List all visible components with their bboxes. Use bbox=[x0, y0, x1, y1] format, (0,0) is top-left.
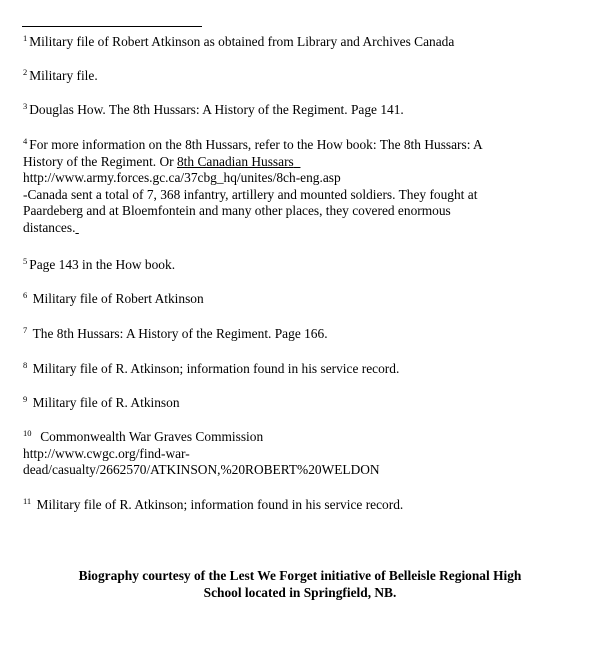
footnote-number: 3 bbox=[23, 101, 28, 111]
footnote-text: History of the Regiment. Or bbox=[23, 153, 174, 169]
footnote-text: Page 143 in the How book. bbox=[29, 257, 176, 272]
footnote-number: 9 bbox=[23, 394, 28, 404]
footnote-number: 10 bbox=[23, 428, 32, 438]
biography-credit bbox=[0, 567, 600, 601]
footnote-11 bbox=[23, 497, 578, 514]
footnote-text: The 8th Hussars: A History of the Regiment. Page 166. bbox=[32, 326, 328, 341]
footnote-5 bbox=[23, 257, 578, 274]
footnote-number: 11 bbox=[23, 496, 32, 506]
trailing-underline bbox=[75, 220, 78, 235]
footnote-number: 2 bbox=[23, 67, 28, 77]
footnote-url: http://www.cwgc.org/find-war- bbox=[23, 445, 190, 461]
footnote-text: Commonwealth War Graves Commission bbox=[40, 429, 264, 444]
footnote-9 bbox=[23, 395, 578, 412]
footnote-text: Military file of Robert Atkinson bbox=[32, 291, 204, 306]
footnote-6 bbox=[23, 291, 578, 308]
footnote-number: 7 bbox=[23, 325, 28, 335]
hussars-link[interactable]: 8th Canadian Hussars bbox=[176, 153, 294, 169]
footnote-url: dead/casualty/2662570/ATKINSON,%20ROBERT%20WELDON bbox=[23, 462, 380, 477]
footnote-7 bbox=[23, 326, 578, 343]
footnote-text: Military file of R. Atkinson; information found in his service record. bbox=[32, 361, 400, 376]
footnote-number: 4 bbox=[23, 136, 28, 146]
footnote-text: Military file of R. Atkinson; information found in his service record. bbox=[36, 497, 404, 512]
footnote-text: Military file of R. Atkinson bbox=[32, 395, 180, 410]
footnote-number: 1 bbox=[23, 33, 28, 43]
credit-line: School located in Springfield, NB. bbox=[203, 585, 397, 600]
footnote-3 bbox=[23, 102, 578, 119]
footnote-line bbox=[23, 137, 578, 154]
footnote-note: Paardeberg and at Bloemfontein and many other places, they covered enormous bbox=[23, 203, 451, 218]
footnote-note: -Canada sent a total of 7, 368 infantry, artillery and mounted soldiers. They fought at bbox=[23, 186, 478, 202]
footnote-line bbox=[23, 429, 578, 446]
footnote-number: 5 bbox=[23, 256, 28, 266]
footnote-number: 6 bbox=[23, 290, 28, 300]
footnote-separator-rule bbox=[22, 26, 202, 27]
footnote-text: Military file of Robert Atkinson as obtained from Library and Archives Canada bbox=[29, 34, 455, 49]
footnote-url: http://www.army.forces.gc.ca/37cbg_hq/unites/8ch-eng.asp bbox=[23, 170, 341, 185]
footnote-4 bbox=[23, 137, 578, 236]
footnote-note-end bbox=[23, 220, 578, 237]
footnote-2 bbox=[23, 68, 578, 85]
footnote-1 bbox=[23, 34, 578, 51]
footnote-text: Military file. bbox=[29, 68, 98, 83]
footnote-8 bbox=[23, 361, 578, 378]
footnote-note: distances. bbox=[23, 219, 76, 235]
credit-line: Biography courtesy of the Lest We Forget initiative of Belleisle Regional High bbox=[78, 568, 522, 583]
footnote-line bbox=[23, 154, 578, 171]
link-trailing-underline bbox=[294, 154, 301, 169]
footnote-text: Douglas How. The 8th Hussars: A History of the Regiment. Page 141. bbox=[29, 102, 404, 117]
footnote-number: 8 bbox=[23, 360, 28, 370]
footnote-10 bbox=[23, 429, 578, 479]
footnote-text: For more information on the 8th Hussars, refer to the How book: The 8th Hussars: A bbox=[29, 137, 483, 152]
